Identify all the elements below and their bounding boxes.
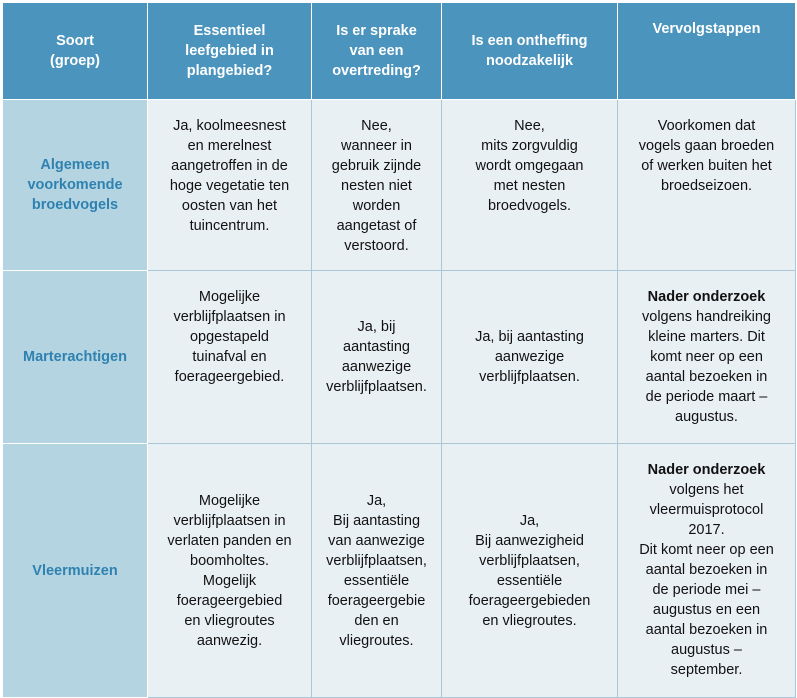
text-line: vliegroutes.	[339, 632, 414, 649]
vervolg-cell	[618, 100, 796, 271]
text-line: tuinafval en	[192, 349, 267, 365]
text-line: Is een ontheffing	[471, 33, 588, 49]
text-line: verblijfplaatsen,	[326, 552, 427, 569]
ontheffing-cell	[442, 100, 618, 271]
text-line: Dit komt neer op een	[639, 542, 774, 558]
text-line: den en	[354, 612, 399, 629]
header-leefgebied	[148, 3, 312, 100]
text-line: broedvogels	[31, 197, 119, 213]
text-line: of werken buiten het	[641, 158, 772, 174]
text-line: Bij aantasting	[332, 512, 421, 529]
text-line: Bij aanwezigheid	[475, 532, 584, 549]
text-line: kleine marters. Dit	[648, 329, 765, 345]
text-line: Mogelijke	[198, 289, 261, 305]
text-line: de periode mei –	[652, 582, 761, 598]
text-line: en vliegroutes	[184, 612, 275, 629]
species-cell	[3, 100, 148, 271]
text-line: tuincentrum.	[189, 218, 270, 234]
text-line: worden	[352, 198, 401, 214]
header-ontheffing	[442, 3, 618, 100]
ontheffing-cell	[442, 444, 618, 698]
text-line: aanwezig.	[196, 632, 263, 649]
vervolg-cell	[618, 444, 796, 698]
text-line: Ja,	[366, 492, 387, 509]
text-line: van aanwezige	[328, 532, 425, 549]
text-line: wordt omgegaan	[475, 158, 584, 174]
table-row	[3, 444, 796, 698]
text-line: gebruik zijnde	[331, 158, 422, 174]
text-line: opgestapeld	[189, 329, 269, 345]
text-line: Ja, bij aantasting	[475, 329, 584, 345]
text-line: aanwezige	[341, 359, 412, 375]
text-line: september.	[670, 662, 743, 678]
overtreding-cell	[312, 444, 442, 698]
text-line: overtreding?	[332, 63, 421, 79]
text-line: Nee,	[514, 118, 545, 134]
text-line: oosten van het	[181, 198, 278, 214]
text-line: boomholtes.	[190, 552, 269, 569]
text-line: en vliegroutes.	[482, 612, 577, 629]
text-line: nesten niet	[341, 178, 412, 194]
text-line: Soort	[56, 33, 94, 49]
text-line: vleermuisprotocol	[649, 502, 764, 518]
text-line: volgens handreiking	[642, 309, 771, 325]
text-line: 2017.	[688, 522, 725, 538]
text-line: foerageergebied.	[174, 369, 285, 385]
text-line: Is er sprake	[336, 23, 417, 39]
text-line: Voorkomen dat	[657, 118, 756, 134]
text-line: volgens het	[669, 482, 744, 498]
species-cell	[3, 271, 148, 444]
text-line: (groep)	[50, 53, 100, 69]
text-line: augustus.	[675, 409, 738, 425]
text-line: essentiële	[343, 572, 410, 589]
text-line: essentiële	[496, 572, 563, 589]
text-line: leefgebied in	[185, 43, 274, 59]
text-line: aanwezige	[494, 349, 565, 365]
species-table	[2, 2, 796, 698]
text-line: verblijfplaatsen,	[479, 552, 580, 569]
text-line: augustus –	[671, 642, 742, 658]
text-line: aangetast of	[336, 218, 417, 234]
text-line: broedseizoen.	[660, 178, 753, 194]
table-row	[3, 100, 796, 271]
text-line: mits zorgvuldig	[481, 138, 578, 154]
text-line: Essentieel	[193, 23, 266, 39]
species-cell	[3, 444, 148, 698]
text-line: Mogelijk	[202, 572, 257, 589]
text-line: Ja, bij	[357, 319, 396, 335]
overtreding-cell	[312, 271, 442, 444]
text-line: aantal bezoeken in	[645, 562, 768, 578]
text-line: Mogelijke	[198, 492, 261, 509]
text-line: aangetroffen in de	[171, 158, 288, 174]
text-line: wanneer in	[341, 138, 412, 154]
header-soort	[3, 3, 148, 100]
overtreding-cell	[312, 100, 442, 271]
text-line: Nee,	[361, 118, 392, 134]
header-overtreding	[312, 3, 442, 100]
text-line: aantal bezoeken in	[645, 622, 768, 638]
leefgebied-cell	[148, 100, 312, 271]
text-line: broedvogels.	[487, 198, 572, 214]
table-row	[3, 271, 796, 444]
header-row	[3, 3, 796, 100]
text-line: verstoord.	[344, 238, 409, 254]
text-line: verblijfplaatsen.	[326, 379, 427, 395]
text-line: Algemeen	[40, 157, 110, 173]
text-line: vogels gaan broeden	[638, 138, 775, 154]
leefgebied-cell	[148, 444, 312, 698]
text-line: verblijfplaatsen in	[173, 309, 286, 325]
text-line: noodzakelijk	[485, 53, 574, 69]
text-line: van een	[349, 43, 404, 59]
vervolg-text	[624, 307, 789, 427]
text-line: foerageergebieden	[468, 592, 591, 609]
text-line: hoge vegetatie ten	[169, 178, 290, 194]
text-line: foerageergebied	[176, 592, 283, 609]
text-line: plangebied?	[186, 63, 273, 79]
text-line: Ja,	[519, 512, 540, 529]
leefgebied-cell	[148, 271, 312, 444]
text-line: Marterachtigen	[23, 349, 127, 365]
text-line: komt neer op een	[650, 349, 763, 365]
text-line: de periode maart –	[645, 389, 768, 405]
text-line: Ja, koolmeesnest	[173, 118, 286, 134]
ontheffing-cell	[442, 271, 618, 444]
text-line: voorkomende	[27, 177, 123, 193]
text-line: verblijfplaatsen.	[479, 369, 580, 385]
vervolg-bold-text: Nader onderzoek	[647, 289, 766, 305]
vervolg-bold-text: Nader onderzoek	[647, 462, 766, 478]
text-line: met nesten	[493, 178, 566, 194]
header-vervolgstappen	[618, 3, 796, 100]
text-line: verlaten panden en	[167, 532, 292, 549]
text-line: verblijfplaatsen in	[173, 512, 286, 529]
text-line: aantal bezoeken in	[645, 369, 768, 385]
vervolg-cell	[618, 271, 796, 444]
text-line: foerageergebie	[327, 592, 426, 609]
text-line: aantasting	[343, 339, 410, 355]
vervolg-text	[624, 116, 789, 196]
text-line: augustus en een	[652, 602, 761, 618]
text-line: Vervolgstappen	[652, 21, 761, 37]
text-line: en merelnest	[187, 138, 272, 154]
vervolg-text	[624, 480, 789, 680]
text-line: Vleermuizen	[32, 562, 118, 579]
